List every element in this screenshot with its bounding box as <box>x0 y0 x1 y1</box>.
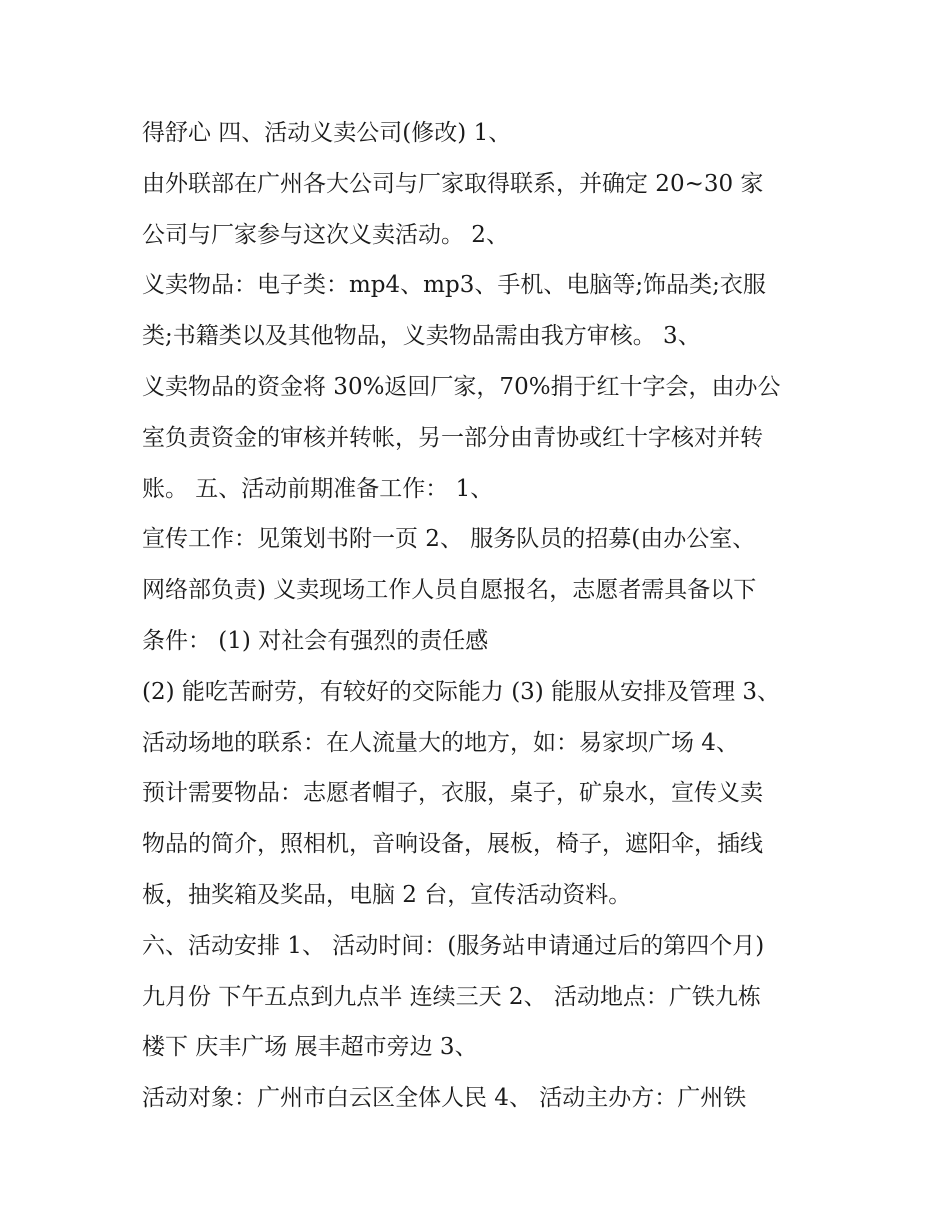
text-line: 活动对象：广州市白云区全体人民 4、 活动主办方：广州铁 <box>142 1085 747 1112</box>
text-line: 物品的简介，照相机，音响设备，展板，椅子，遮阳伞，插线 <box>142 831 763 858</box>
text-line: 义卖物品：电子类：mp4、mp3、手机、电脑等;饰品类;衣服 <box>142 272 766 299</box>
text-line: 类;书籍类以及其他物品，义卖物品需由我方审核。 3、 <box>142 323 701 350</box>
document-body <box>142 108 832 1124</box>
text-line: 账。 五、活动前期准备工作： 1、 <box>142 475 494 502</box>
text-line: 公司与厂家参与这次义卖活动。 2、 <box>142 221 509 248</box>
text-line: 条件： (1) 对社会有强烈的责任感 <box>142 627 489 654</box>
text-line: 室负责资金的审核并转帐，另一部分由青协或红十字核对并转 <box>142 424 763 451</box>
text-line: 宣传工作：见策划书附一页 2、 服务队员的招募(由办公室、 <box>142 526 756 553</box>
text-line: 得舒心 四、活动义卖公司(修改) 1、 <box>142 120 512 146</box>
text-line: (2) 能吃苦耐劳，有较好的交际能力 (3) 能服从安排及管理 3、 <box>142 678 781 705</box>
text-line: 网络部负责) 义卖现场工作人员自愿报名，志愿者需具备以下 <box>142 577 757 604</box>
text-line: 活动场地的联系：在人流量大的地方，如：易家坝广场 4、 <box>142 729 739 756</box>
text-line: 板，抽奖箱及奖品，电脑 2 台，宣传活动资料。 <box>142 881 632 908</box>
text-line: 楼下 庆丰广场 展丰超市旁边 3、 <box>142 1034 478 1061</box>
text-line: 预计需要物品：志愿者帽子，衣服，桌子，矿泉水，宣传义卖 <box>142 780 763 807</box>
text-line: 九月份 下午五点到九点半 连续三天 2、 活动地点：广铁九栋 <box>142 983 761 1010</box>
text-line: 六、活动安排 1、 活动时间：(服务站申请通过后的第四个月) <box>142 932 765 959</box>
text-line: 义卖物品的资金将 30%返回厂家，70%捐于红十字会，由办公 <box>142 373 781 400</box>
text-line: 由外联部在广州各大公司与厂家取得联系，并确定 20~30 家 <box>142 170 764 197</box>
